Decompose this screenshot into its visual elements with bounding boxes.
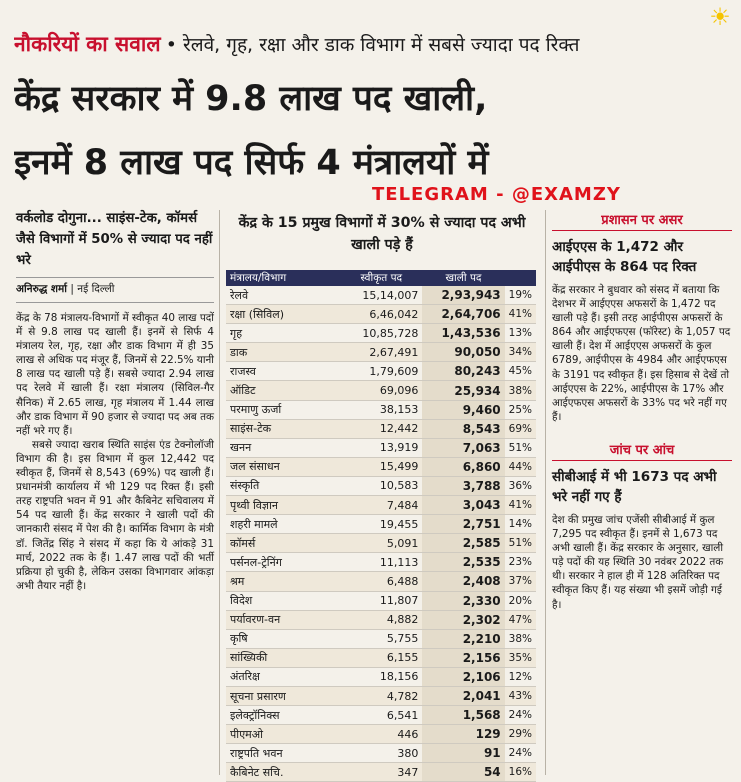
cell-sanctioned: 13,919 (340, 438, 422, 457)
table-row (226, 515, 536, 534)
cell-department: सूचना प्रसारण (226, 686, 340, 705)
cell-vacant: 6,860 (422, 457, 504, 476)
table-row (226, 419, 536, 438)
middle-column (226, 212, 538, 782)
cell-vacant: 9,460 (422, 400, 504, 419)
column-divider (219, 210, 220, 775)
cell-vacant: 91 (422, 744, 504, 763)
table-row (226, 744, 536, 763)
sun-icon: ☀ (709, 3, 731, 31)
cell-department: रक्षा (सिविल) (226, 305, 340, 324)
column-divider (545, 210, 546, 775)
left-article-title: वर्कलोड दोगुना... साइंस-टेक, कॉमर्स जैसे विभागों में 50% से ज्यादा पद नहीं भरे (16, 211, 213, 268)
kicker-label: नौकरियों का सवाल (14, 32, 161, 56)
cell-department: पीएमओ (226, 725, 340, 744)
cell-percent: 69% (505, 419, 536, 438)
right-column (552, 210, 732, 612)
table-row (226, 763, 536, 782)
cell-department: संस्कृति (226, 476, 340, 495)
cell-sanctioned: 38,153 (340, 400, 422, 419)
cell-vacant: 25,934 (422, 381, 504, 400)
cell-percent: 12% (505, 667, 536, 686)
table-row (226, 362, 536, 381)
cell-sanctioned: 1,79,609 (340, 362, 422, 381)
cell-percent: 36% (505, 476, 536, 495)
cell-department: राजस्व (226, 362, 340, 381)
cell-sanctioned: 10,583 (340, 476, 422, 495)
cell-percent: 47% (505, 610, 536, 629)
table-row (226, 381, 536, 400)
cell-department: पृथ्वी विज्ञान (226, 496, 340, 515)
cell-percent: 19% (505, 286, 536, 305)
table-row (226, 629, 536, 648)
table-row (226, 648, 536, 667)
table-row (226, 457, 536, 476)
kicker-text: • रेलवे, गृह, रक्षा और डाक विभाग में सबसे ज्यादा पद रिक्त (165, 34, 580, 56)
byline-author: अनिरुद्ध शर्मा (16, 283, 68, 295)
headline-line-2: इनमें 8 लाख पद सिर्फ 4 मंत्रालयों में (14, 143, 489, 183)
table-row (226, 725, 536, 744)
col-header-percent (505, 270, 536, 286)
table-row (226, 324, 536, 343)
cell-sanctioned: 15,499 (340, 457, 422, 476)
cell-sanctioned: 69,096 (340, 381, 422, 400)
cell-sanctioned: 19,455 (340, 515, 422, 534)
cell-vacant: 2,210 (422, 629, 504, 648)
cell-percent: 29% (505, 725, 536, 744)
cell-vacant: 54 (422, 763, 504, 782)
cell-sanctioned: 380 (340, 744, 422, 763)
cell-vacant: 7,063 (422, 438, 504, 457)
cell-department: विदेश (226, 591, 340, 610)
vacancy-table (226, 270, 536, 782)
table-row (226, 706, 536, 725)
cell-department: गृह (226, 324, 340, 343)
cell-department: खनन (226, 438, 340, 457)
cell-percent: 45% (505, 362, 536, 381)
table-row (226, 476, 536, 495)
table-row (226, 438, 536, 457)
cell-department: पर्सनल-ट्रेनिंग (226, 553, 340, 572)
left-column (16, 208, 214, 593)
cell-sanctioned: 18,156 (340, 667, 422, 686)
cell-percent: 44% (505, 457, 536, 476)
table-row (226, 534, 536, 553)
cell-vacant: 2,93,943 (422, 286, 504, 305)
kicker (14, 30, 734, 60)
cell-percent: 38% (505, 629, 536, 648)
table-row (226, 305, 536, 324)
cell-percent: 13% (505, 324, 536, 343)
cell-vacant: 8,543 (422, 419, 504, 438)
cell-sanctioned: 4,782 (340, 686, 422, 705)
cell-sanctioned: 6,488 (340, 572, 422, 591)
cell-sanctioned: 15,14,007 (340, 286, 422, 305)
cell-department: साइंस-टेक (226, 419, 340, 438)
cell-percent: 25% (505, 400, 536, 419)
cell-sanctioned: 12,442 (340, 419, 422, 438)
cell-vacant: 80,243 (422, 362, 504, 381)
cell-department: राष्ट्रपति भवन (226, 744, 340, 763)
cell-vacant: 2,585 (422, 534, 504, 553)
cell-department: कृषि (226, 629, 340, 648)
cell-vacant: 2,64,706 (422, 305, 504, 324)
left-article-body (16, 311, 214, 593)
left-paragraph-2: सबसे ज्यादा खराब स्थिति साइंस एंड टेक्नोलॉजी विभाग की है। इस विभाग में कुल 12,442 पद स्वीकृत हैं, जिनमें से 8,543 (69%) पद खाली हैं। प्रधानमंत्री कार्यालय में भी 129 पद रिक्त हैं। इसी तरह राष्ट्रपति भवन में 91 और कैबिनेट सचिवालय में 54 पद खाली हैं। केंद्र सरकार ने खाली पदों की जानकारी संसद में पेश की है। कार्मिक विभाग के मंत्री डॉ. जितेंद्र सिंह ने संसद में कहा कि ये आंकड़े 31 मार्च, 2022 तक के हैं। 1.47 लाख पदों की भर्ती प्रक्रिया हो चुकी है, लेकिन उसका विभागवार आंकड़ा अभी तैयार नहीं है। (16, 438, 214, 592)
cell-vacant: 2,751 (422, 515, 504, 534)
table-row (226, 496, 536, 515)
right-article-2-title: सीबीआई में भी 1673 पद अभी भरे नहीं गए हैं (552, 468, 717, 505)
right-article-1-title: आईएएस के 1,472 और आईपीएस के 864 पद रिक्त (552, 239, 697, 275)
cell-department: कॉमर्स (226, 534, 340, 553)
cell-department: रेलवे (226, 286, 340, 305)
telegram-watermark: TELEGRAM - @EXAMZY (372, 184, 621, 205)
table-row (226, 572, 536, 591)
cell-department: श्रम (226, 572, 340, 591)
table-row (226, 591, 536, 610)
cell-percent: 37% (505, 572, 536, 591)
table-header-row (226, 270, 536, 286)
table-row (226, 553, 536, 572)
cell-percent: 41% (505, 496, 536, 515)
cell-sanctioned: 11,807 (340, 591, 422, 610)
cell-sanctioned: 7,484 (340, 496, 422, 515)
cell-sanctioned: 5,755 (340, 629, 422, 648)
table-row (226, 667, 536, 686)
byline (16, 277, 214, 303)
section-label-investigation: जांच पर आंच (552, 440, 732, 461)
cell-department: कैबिनेट सचि. (226, 763, 340, 782)
right-article-1-body: केंद्र सरकार ने बुधवार को संसद में बताया कि देशभर में आईएएस अफसरों के 1,472 पद खाली पड़े हैं। इसी तरह आईपीएस अफसरों के 864 और आईएफएस (फॉरेस्ट) के 1,057 पद खाली हैं। देश में आईएएस अफसरों के कुल 6789, आईपीएस के 4984 और आईएफएस के 3191 पद स्वीकृत हैं। इस हिसाब से देखें तो आईएएस के 22%, आईपीएस के 17% और आईएफएस अफसरों के 33% पद भरे नहीं गए हैं। (552, 284, 731, 423)
cell-percent: 38% (505, 381, 536, 400)
cell-vacant: 2,302 (422, 610, 504, 629)
col-header-department: मंत्रालय/विभाग (226, 270, 340, 286)
cell-percent: 34% (505, 343, 536, 362)
cell-vacant: 90,050 (422, 343, 504, 362)
cell-sanctioned: 5,091 (340, 534, 422, 553)
cell-percent: 14% (505, 515, 536, 534)
cell-vacant: 3,043 (422, 496, 504, 515)
cell-department: ऑडिट (226, 381, 340, 400)
cell-percent: 51% (505, 534, 536, 553)
cell-vacant: 2,535 (422, 553, 504, 572)
table-row (226, 686, 536, 705)
cell-department: अंतरिक्ष (226, 667, 340, 686)
table-row (226, 400, 536, 419)
cell-vacant: 3,788 (422, 476, 504, 495)
cell-percent: 23% (505, 553, 536, 572)
cell-vacant: 1,568 (422, 706, 504, 725)
cell-department: सांख्यिकी (226, 648, 340, 667)
left-paragraph-1: केंद्र के 78 मंत्रालय-विभागों में स्वीकृत 40 लाख पदों में से 9.8 लाख पद खाली हैं। इनमें से सिर्फ 4 मंत्रालय रेल, गृह, रक्षा और डाक विभाग में ही 35 लाख से अधिक पद मंजूर हैं, जिनमें से 22.5% यानी 8 लाख पद खाली पड़े हैं। सबसे ज्यादा 2.94 लाख पद रेलवे में खाली हैं। रक्षा मंत्रालय (सिविल-गैर सैनिक) में 2.65 लाख, गृह मंत्रालय में 1.44 लाख और डाक विभाग में 90 हजार से ज्यादा पद अब तक नहीं भरे गए हैं। (16, 312, 214, 437)
table-title: केंद्र के 15 प्रमुख विभागों में 30% से ज्यादा पद अभी खाली पड़े हैं (238, 215, 526, 253)
cell-sanctioned: 6,541 (340, 706, 422, 725)
table-row (226, 286, 536, 305)
cell-vacant: 2,408 (422, 572, 504, 591)
cell-department: इलेक्ट्रॉनिक्स (226, 706, 340, 725)
cell-sanctioned: 6,155 (340, 648, 422, 667)
table-row (226, 610, 536, 629)
cell-department: जल संसाधन (226, 457, 340, 476)
cell-percent: 51% (505, 438, 536, 457)
cell-department: पर्यावरण-वन (226, 610, 340, 629)
cell-vacant: 2,106 (422, 667, 504, 686)
cell-sanctioned: 11,113 (340, 553, 422, 572)
cell-percent: 35% (505, 648, 536, 667)
col-header-sanctioned: स्वीकृत पद (340, 270, 422, 286)
cell-percent: 20% (505, 591, 536, 610)
cell-percent: 24% (505, 744, 536, 763)
section-label-administration: प्रशासन पर असर (552, 210, 732, 231)
headline-line-1: केंद्र सरकार में 9.8 लाख पद खाली, (14, 79, 488, 119)
byline-place: | नई दिल्ली (70, 283, 115, 295)
right-article-2-body: देश की प्रमुख जांच एजेंसी सीबीआई में कुल 7,295 पद स्वीकृत हैं। इनमें से 1,673 पद अभी खाली हैं। केंद्र सरकार के अनुसार, खाली पड़े पदों की यह स्थिति 30 नवंबर 2022 तक थी। सरकार ने हाल ही में 128 अतिरिक्त पद स्वीकृत किए हैं। यह संख्या भी इसमें जोड़ी गई है। (552, 513, 724, 611)
cell-vacant: 129 (422, 725, 504, 744)
cell-sanctioned: 446 (340, 725, 422, 744)
cell-sanctioned: 10,85,728 (340, 324, 422, 343)
cell-department: शहरी मामले (226, 515, 340, 534)
cell-sanctioned: 4,882 (340, 610, 422, 629)
col-header-vacant: खाली पद (422, 270, 504, 286)
cell-vacant: 1,43,536 (422, 324, 504, 343)
cell-sanctioned: 347 (340, 763, 422, 782)
cell-percent: 41% (505, 305, 536, 324)
cell-vacant: 2,330 (422, 591, 504, 610)
cell-department: परमाणु ऊर्जा (226, 400, 340, 419)
cell-percent: 16% (505, 763, 536, 782)
cell-vacant: 2,041 (422, 686, 504, 705)
cell-percent: 24% (505, 706, 536, 725)
cell-sanctioned: 2,67,491 (340, 343, 422, 362)
cell-sanctioned: 6,46,042 (340, 305, 422, 324)
table-row (226, 343, 536, 362)
cell-vacant: 2,156 (422, 648, 504, 667)
cell-department: डाक (226, 343, 340, 362)
cell-percent: 43% (505, 686, 536, 705)
